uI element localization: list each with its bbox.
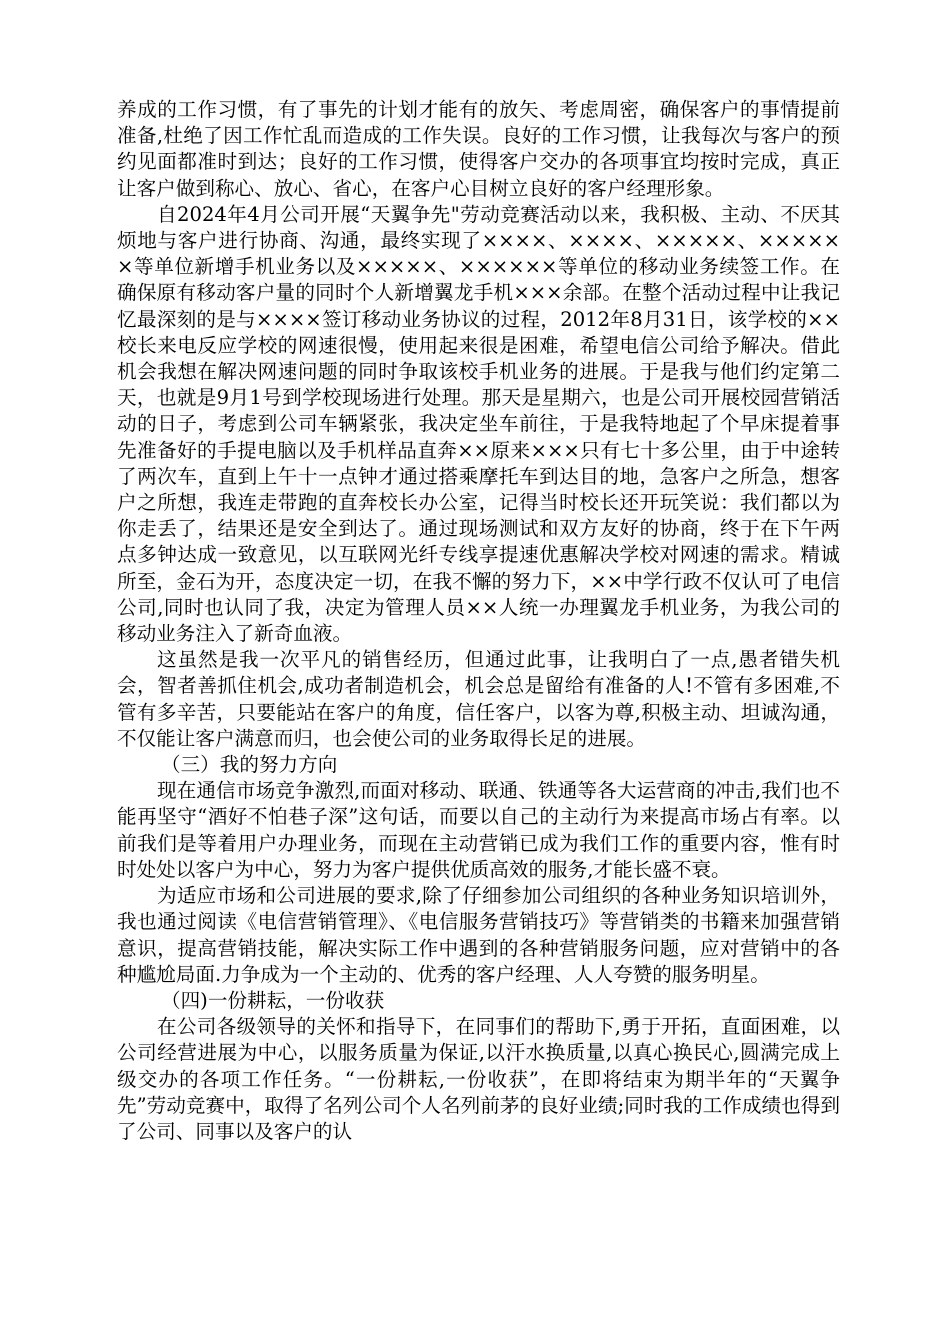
paragraph-work-habits: 养成的工作习惯，有了事先的计划才能有的放矢、考虑周密，确保客户的事情提前准备,杜绝了因工作忙乱而造成的工作失误。良好的工作习惯，让我每次与客户的预约见面都准时到达；良好的工作习惯，使得客户交办的各项事宜均按时完成，真正让客户做到称心、放心、省心，在客户心目树立良好的客户经理形象。 <box>117 98 840 200</box>
paragraph-sales-lesson: 这虽然是我一次平凡的销售经历，但通过此事，让我明白了一点,愚者错失机会，智者善抓住机会,成功者制造机会，机会总是留给有准备的人!不管有多困难,不管有多辛苦，只要能站在客户的角度，信任客户，以客为尊,积极主动、坦诚沟通，不仅能让客户满意而归，也会使公司的业务取得长足的进展。 <box>117 648 840 750</box>
paragraph-results: 在公司各级领导的关怀和指导下，在同事们的帮助下,勇于开拓，直面困难，以公司经营进展为中心，以服务质量为保证,以汗水换质量,以真心换民心,圆满完成上级交办的各项工作任务。“一份耕耘,一份收获”，在即将结束为期半年的“天翼争先”劳动竞赛中，取得了名列公司个人名列前茅的良好业绩;同时我的工作成绩也得到了公司、同事以及客户的认 <box>117 1015 840 1143</box>
section-heading-4: （四)一份耕耘，一份收获 <box>161 988 385 1012</box>
section-heading-3: （三）我的努力方向 <box>161 753 338 777</box>
document-page <box>117 97 840 1145</box>
paragraph-competition-story: 自2024年4月公司开展“天翼争先"劳动竞赛活动以来，我积极、主动、不厌其烦地与客户进行协商、沟通，最终实现了××××、××××、×××××、××××××等单位新增手机业务以及×××××、××××××等单位的移动业务续签工作。在确保原有移动客户量的同时个人新增翼龙手机×××余部。在整个活动过程中让我记忆最深刻的是与××××签订移动业务协议的过程，2012年8月31日，该学校的××校长来电反应学校的网速很慢，使用起来很是困难，希望电信公司给予解决。借此机会我想在解决网速问题的同时争取该校手机业务的进展。于是我与他们约定第二天，也就是9月1号到学校现场进行处理。那天是星期六，也是公司开展校园营销活动的日子，考虑到公司车辆紧张，我决定坐车前往，于是我特地起了个早床提着事先准备好的手提电脑以及手机样品直奔××原来×××只有七十多公里，由于中途转了两次车，直到上午十一点钟才通过搭乘摩托车到达目的地，急客户之所急，想客户之所想，我连走带跑的直奔校长办公室，记得当时校长还开玩笑说：我们都以为你走丢了，结果还是安全到达了。通过现场测试和双方友好的协商，终于在下午两点多钟达成一致意见，以互联网光纤专线享提速优惠解决学校对网速的需求。精诚所至，金石为开，态度决定一切，在我不懈的努力下，××中学行政不仅认可了电信公司,同时也认同了我，决定为管理人员××人统一办理翼龙手机业务，为我公司的移动业务注入了新奇血液。 <box>117 202 840 646</box>
paragraph-training: 为适应市场和公司进展的要求,除了仔细参加公司组织的各种业务知识培训外，我也通过阅读《电信营销管理》、《电信服务营销技巧》等营销类的书籍来加强营销意识，提高营销技能，解决实际工作中遇到的各种营销服务问题，应对营销中的各种尴尬局面.力争成为一个主动的、优秀的客户经理、人人夸赞的服务明星。 <box>117 884 840 986</box>
paragraph-market-competition: 现在通信市场竞争激烈,而面对移动、联通、铁通等各大运营商的冲击,我们也不能再坚守“酒好不怕巷子深”这句话，而要以自己的主动行为来提高市场占有率。以前我们是等着用户办理业务，而现在主动营销已成为我们工作的重要内容，惟有时时处处以客户为中心，努力为客户提供优质高效的服务,才能长盛不衰。 <box>117 779 840 881</box>
